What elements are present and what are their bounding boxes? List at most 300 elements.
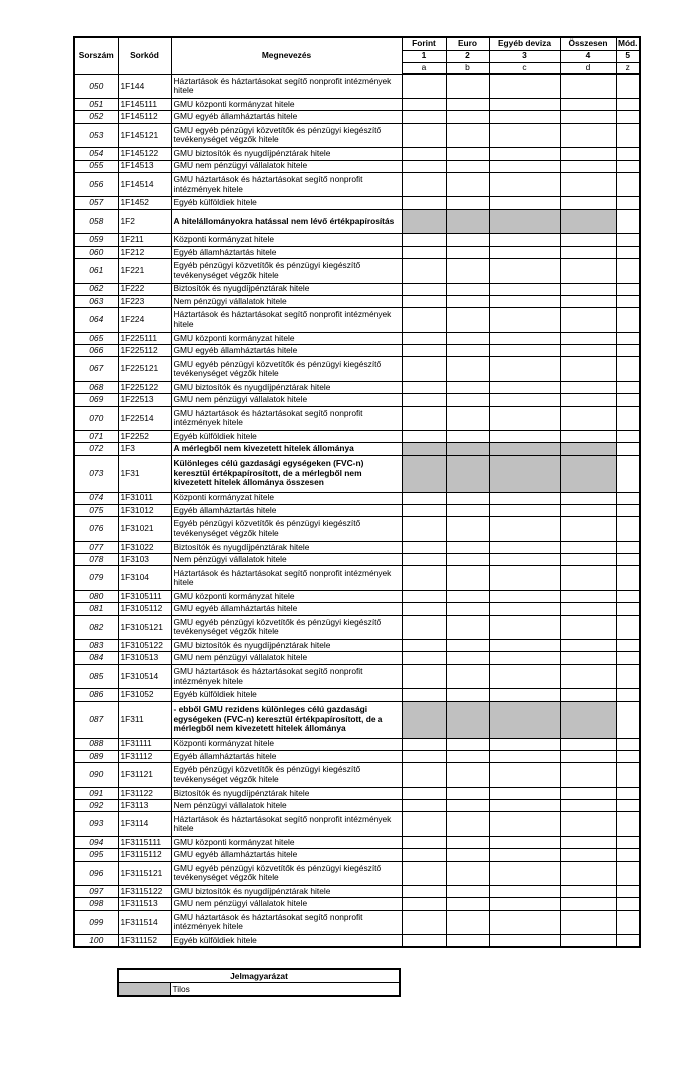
value-cell[interactable] [616,332,640,344]
value-cell[interactable] [402,910,446,935]
table-row [74,332,640,344]
header-col-num: 2 [446,50,489,62]
value-cell[interactable] [402,406,446,431]
value-cell[interactable] [616,443,640,455]
value-cell[interactable] [446,406,489,431]
table-row [74,246,640,258]
value-cell[interactable] [489,357,560,382]
value-cell[interactable] [616,283,640,295]
value-cell[interactable] [616,787,640,799]
value-cell[interactable] [446,800,489,812]
forbidden-cell [446,209,489,234]
value-cell[interactable] [446,652,489,664]
value-cell[interactable] [616,800,640,812]
value-cell[interactable] [402,812,446,837]
row-number: 066 [74,345,118,357]
value-cell[interactable] [616,886,640,898]
row-name: GMU biztosítók és nyugdíjpénztárak hitele [171,381,402,393]
value-cell[interactable] [489,492,560,504]
value-cell[interactable] [560,836,616,848]
value-cell[interactable] [560,517,616,542]
row-code: 1F31112 [118,750,171,762]
value-cell[interactable] [616,234,640,246]
row-code: 1F14513 [118,160,171,172]
row-code: 1F1452 [118,197,171,209]
value-cell[interactable] [489,99,560,111]
value-cell[interactable] [616,603,640,615]
value-cell[interactable] [446,910,489,935]
value-cell[interactable] [446,787,489,799]
value-cell[interactable] [402,357,446,382]
value-cell[interactable] [560,74,616,99]
row-name: Központi kormányzat hitele [171,234,402,246]
value-cell[interactable] [560,566,616,591]
value-cell[interactable] [489,910,560,935]
value-cell[interactable] [489,148,560,160]
value-cell[interactable] [489,517,560,542]
row-code: 1F3105111 [118,590,171,602]
value-cell[interactable] [616,812,640,837]
value-cell[interactable] [616,590,640,602]
value-cell[interactable] [489,886,560,898]
value-cell[interactable] [560,160,616,172]
value-cell[interactable] [402,800,446,812]
value-cell[interactable] [616,111,640,123]
value-cell[interactable] [402,431,446,443]
row-code: 1F14514 [118,172,171,197]
value-cell[interactable] [616,640,640,652]
value-cell[interactable] [446,886,489,898]
value-cell[interactable] [560,750,616,762]
value-cell[interactable] [446,492,489,504]
value-cell[interactable] [616,541,640,553]
value-cell[interactable] [489,111,560,123]
value-cell[interactable] [402,111,446,123]
value-cell[interactable] [616,308,640,333]
value-cell[interactable] [616,701,640,738]
value-cell[interactable] [489,541,560,553]
value-cell[interactable] [560,886,616,898]
value-cell[interactable] [616,357,640,382]
value-cell[interactable] [402,763,446,788]
row-number: 096 [74,861,118,886]
value-cell[interactable] [560,652,616,664]
value-cell[interactable] [616,295,640,307]
value-cell[interactable] [402,750,446,762]
value-cell[interactable] [402,861,446,886]
value-cell[interactable] [446,234,489,246]
value-cell[interactable] [402,308,446,333]
value-cell[interactable] [560,861,616,886]
value-cell[interactable] [402,381,446,393]
value-cell[interactable] [560,640,616,652]
row-number: 062 [74,283,118,295]
value-cell[interactable] [402,554,446,566]
value-cell[interactable] [616,394,640,406]
value-cell[interactable] [560,234,616,246]
value-cell[interactable] [489,160,560,172]
value-cell[interactable] [560,849,616,861]
value-cell[interactable] [489,664,560,689]
value-cell[interactable] [446,935,489,947]
value-cell[interactable] [446,99,489,111]
value-cell[interactable] [489,787,560,799]
value-cell[interactable] [560,123,616,148]
value-cell[interactable] [616,504,640,516]
value-cell[interactable] [446,664,489,689]
value-cell[interactable] [402,652,446,664]
row-code: 1F310513 [118,652,171,664]
forbidden-cell [446,701,489,738]
value-cell[interactable] [446,345,489,357]
value-cell[interactable] [402,898,446,910]
row-name: Nem pénzügyi vállalatok hitele [171,554,402,566]
value-cell[interactable] [489,234,560,246]
value-cell[interactable] [489,554,560,566]
value-cell[interactable] [446,332,489,344]
value-cell[interactable] [402,603,446,615]
value-cell[interactable] [616,849,640,861]
value-cell[interactable] [560,492,616,504]
value-cell[interactable] [489,836,560,848]
value-cell[interactable] [446,689,489,701]
value-cell[interactable] [446,197,489,209]
value-cell[interactable] [402,123,446,148]
value-cell[interactable] [446,812,489,837]
header-col-label: Összesen [560,37,616,50]
value-cell[interactable] [616,910,640,935]
value-cell[interactable] [446,738,489,750]
value-cell[interactable] [446,603,489,615]
value-cell[interactable] [446,172,489,197]
value-cell[interactable] [402,640,446,652]
value-cell[interactable] [560,590,616,602]
value-cell[interactable] [402,615,446,640]
row-code: 1F223 [118,295,171,307]
value-cell[interactable] [489,295,560,307]
value-cell[interactable] [402,492,446,504]
value-cell[interactable] [616,554,640,566]
value-cell[interactable] [402,566,446,591]
value-cell[interactable] [446,381,489,393]
value-cell[interactable] [489,246,560,258]
forbidden-cell [446,455,489,492]
value-cell[interactable] [402,590,446,602]
row-code: 1F31021 [118,517,171,542]
value-cell[interactable] [616,258,640,283]
value-cell[interactable] [402,283,446,295]
value-cell[interactable] [489,566,560,591]
value-cell[interactable] [446,308,489,333]
value-cell[interactable] [489,849,560,861]
row-code: 1F3103 [118,554,171,566]
value-cell[interactable] [560,99,616,111]
value-cell[interactable] [446,517,489,542]
value-cell[interactable] [402,886,446,898]
value-cell[interactable] [616,431,640,443]
value-cell[interactable] [616,209,640,234]
row-code: 1F31011 [118,492,171,504]
value-cell[interactable] [446,554,489,566]
value-cell[interactable] [489,345,560,357]
value-cell[interactable] [616,615,640,640]
value-cell[interactable] [489,615,560,640]
value-cell[interactable] [446,566,489,591]
value-cell[interactable] [489,590,560,602]
value-cell[interactable] [489,812,560,837]
value-cell[interactable] [560,197,616,209]
value-cell[interactable] [446,590,489,602]
value-cell[interactable] [560,615,616,640]
value-cell[interactable] [446,246,489,258]
value-cell[interactable] [489,308,560,333]
row-number: 052 [74,111,118,123]
value-cell[interactable] [560,394,616,406]
row-number: 077 [74,541,118,553]
value-cell[interactable] [402,738,446,750]
value-cell[interactable] [489,431,560,443]
value-cell[interactable] [560,898,616,910]
value-cell[interactable] [616,738,640,750]
value-cell[interactable] [616,246,640,258]
value-cell[interactable] [402,541,446,553]
row-code: 1F3 [118,443,171,455]
value-cell[interactable] [402,172,446,197]
row-name: GMU biztosítók és nyugdíjpénztárak hitele [171,640,402,652]
value-cell[interactable] [560,504,616,516]
value-cell[interactable] [560,295,616,307]
value-cell[interactable] [560,246,616,258]
value-cell[interactable] [560,283,616,295]
forbidden-cell [402,209,446,234]
value-cell[interactable] [560,664,616,689]
value-cell[interactable] [616,664,640,689]
table-row [74,431,640,443]
row-code: 1F225122 [118,381,171,393]
value-cell[interactable] [560,381,616,393]
value-cell[interactable] [616,750,640,762]
forbidden-cell [560,209,616,234]
value-cell[interactable] [402,787,446,799]
value-cell[interactable] [446,861,489,886]
row-name: GMU egyéb államháztartás hitele [171,849,402,861]
value-cell[interactable] [560,910,616,935]
value-cell[interactable] [616,836,640,848]
value-cell[interactable] [489,283,560,295]
value-cell[interactable] [560,603,616,615]
value-cell[interactable] [446,504,489,516]
forbidden-cell [560,443,616,455]
value-cell[interactable] [560,308,616,333]
value-cell[interactable] [446,849,489,861]
value-cell[interactable] [489,74,560,99]
value-cell[interactable] [446,763,489,788]
value-cell[interactable] [489,898,560,910]
value-cell[interactable] [560,332,616,344]
value-cell[interactable] [616,406,640,431]
value-cell[interactable] [446,750,489,762]
value-cell[interactable] [560,935,616,947]
value-cell[interactable] [402,295,446,307]
value-cell[interactable] [446,295,489,307]
row-number: 092 [74,800,118,812]
value-cell[interactable] [560,763,616,788]
table-row [74,566,640,591]
value-cell[interactable] [402,849,446,861]
value-cell[interactable] [489,738,560,750]
table-row [74,640,640,652]
value-cell[interactable] [560,258,616,283]
legend-swatch-forbidden [118,983,170,997]
value-cell[interactable] [560,800,616,812]
value-cell[interactable] [616,492,640,504]
row-number: 086 [74,689,118,701]
value-cell[interactable] [402,197,446,209]
value-cell[interactable] [489,640,560,652]
value-cell[interactable] [402,74,446,99]
value-cell[interactable] [446,615,489,640]
value-cell[interactable] [489,935,560,947]
value-cell[interactable] [616,517,640,542]
value-cell[interactable] [446,357,489,382]
value-cell[interactable] [489,800,560,812]
value-cell[interactable] [616,197,640,209]
value-cell[interactable] [560,406,616,431]
value-cell[interactable] [489,861,560,886]
value-cell[interactable] [446,148,489,160]
value-cell[interactable] [402,836,446,848]
value-cell[interactable] [446,74,489,99]
value-cell[interactable] [489,652,560,664]
value-cell[interactable] [402,517,446,542]
value-cell[interactable] [616,172,640,197]
value-cell[interactable] [489,197,560,209]
forbidden-cell [560,455,616,492]
table-row [74,111,640,123]
value-cell[interactable] [402,394,446,406]
value-cell[interactable] [402,160,446,172]
value-cell[interactable] [402,664,446,689]
value-cell[interactable] [616,74,640,99]
value-cell[interactable] [402,345,446,357]
value-cell[interactable] [616,763,640,788]
value-cell[interactable] [489,123,560,148]
row-name: GMU központi kormányzat hitele [171,836,402,848]
value-cell[interactable] [560,689,616,701]
value-cell[interactable] [402,935,446,947]
value-cell[interactable] [402,234,446,246]
value-cell[interactable] [560,812,616,837]
value-cell[interactable] [560,541,616,553]
value-cell[interactable] [446,123,489,148]
value-cell[interactable] [446,160,489,172]
value-cell[interactable] [446,258,489,283]
row-name: GMU központi kormányzat hitele [171,332,402,344]
value-cell[interactable] [489,603,560,615]
value-cell[interactable] [446,394,489,406]
value-cell[interactable] [560,431,616,443]
value-cell[interactable] [402,258,446,283]
row-name: Egyéb államháztartás hitele [171,750,402,762]
row-code: 1F224 [118,308,171,333]
value-cell[interactable] [616,566,640,591]
value-cell[interactable] [489,689,560,701]
value-cell[interactable] [489,406,560,431]
row-number: 095 [74,849,118,861]
table-body [74,74,640,947]
value-cell[interactable] [616,345,640,357]
row-number: 097 [74,886,118,898]
row-code: 1F225112 [118,345,171,357]
value-cell[interactable] [402,332,446,344]
value-cell[interactable] [616,148,640,160]
row-code: 1F31022 [118,541,171,553]
row-number: 065 [74,332,118,344]
row-code: 1F3115111 [118,836,171,848]
row-number: 070 [74,406,118,431]
value-cell[interactable] [489,394,560,406]
value-cell[interactable] [616,935,640,947]
value-cell[interactable] [489,750,560,762]
value-cell[interactable] [616,123,640,148]
value-cell[interactable] [560,345,616,357]
value-cell[interactable] [616,652,640,664]
value-cell[interactable] [402,246,446,258]
value-cell[interactable] [616,455,640,492]
value-cell[interactable] [560,111,616,123]
value-cell[interactable] [446,283,489,295]
value-cell[interactable] [402,99,446,111]
value-cell[interactable] [489,381,560,393]
value-cell[interactable] [402,148,446,160]
header-sorkod: Sorkód [118,37,171,74]
value-cell[interactable] [446,111,489,123]
value-cell[interactable] [616,898,640,910]
value-cell[interactable] [446,640,489,652]
value-cell[interactable] [489,763,560,788]
row-name: GMU nem pénzügyi vállalatok hitele [171,160,402,172]
value-cell[interactable] [489,504,560,516]
value-cell[interactable] [616,99,640,111]
value-cell[interactable] [489,332,560,344]
value-cell[interactable] [560,357,616,382]
value-cell[interactable] [616,689,640,701]
value-cell[interactable] [446,898,489,910]
table-row [74,812,640,837]
value-cell[interactable] [446,541,489,553]
row-name: GMU egyéb államháztartás hitele [171,603,402,615]
row-number: 094 [74,836,118,848]
value-cell[interactable] [560,172,616,197]
value-cell[interactable] [560,554,616,566]
row-code: 1F310514 [118,664,171,689]
value-cell[interactable] [560,787,616,799]
row-number: 060 [74,246,118,258]
value-cell[interactable] [616,381,640,393]
value-cell[interactable] [446,431,489,443]
row-number: 081 [74,603,118,615]
value-cell[interactable] [616,160,640,172]
value-cell[interactable] [402,689,446,701]
value-cell[interactable] [560,738,616,750]
value-cell[interactable] [489,258,560,283]
value-cell[interactable] [616,861,640,886]
value-cell[interactable] [560,148,616,160]
row-code: 1F145112 [118,111,171,123]
value-cell[interactable] [489,172,560,197]
value-cell[interactable] [402,504,446,516]
value-cell[interactable] [446,836,489,848]
